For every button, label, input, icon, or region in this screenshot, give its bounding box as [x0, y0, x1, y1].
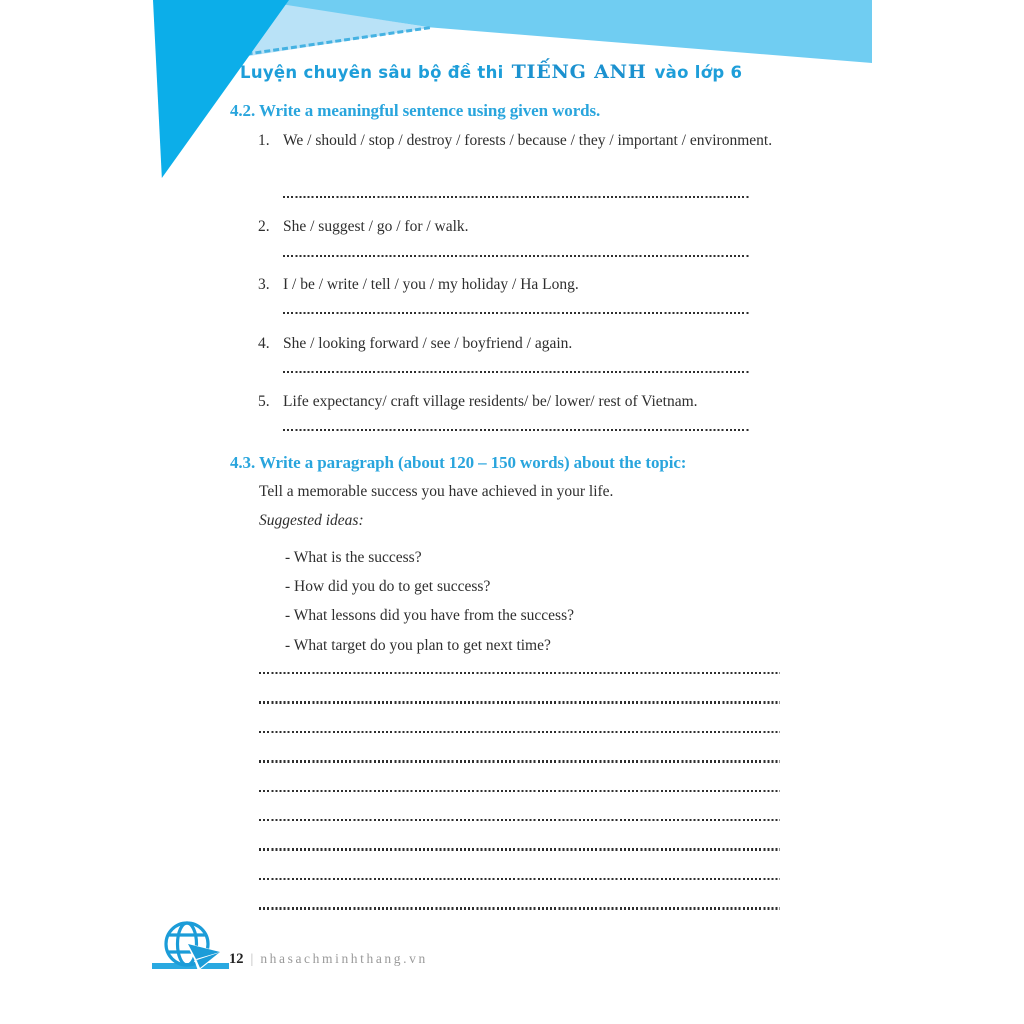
- writing-line: [259, 760, 780, 762]
- writing-line: [259, 848, 780, 850]
- writing-lines: [259, 672, 780, 937]
- footer-separator: |: [250, 952, 254, 967]
- globe-plane-logo-icon: [162, 919, 228, 973]
- question-item: [258, 215, 790, 239]
- title-suffix: vào lớp 6: [654, 63, 743, 82]
- suggested-ideas-list: [285, 543, 574, 660]
- item-text: She / looking forward / see / boyfriend / again.: [283, 335, 573, 352]
- question-item: [258, 332, 790, 356]
- idea-line: - How did you do to get success?: [285, 578, 491, 596]
- question-item: [258, 390, 790, 414]
- idea-line: - What is the success?: [285, 549, 422, 566]
- website-url: nhasachminhthang.vn: [260, 951, 428, 966]
- idea-line: - What lessons did you have from the success?: [285, 607, 574, 625]
- answer-line: [283, 429, 750, 431]
- section-4-3-heading: 4.3. Write a paragraph (about 120 – 150 words) about the topic:: [230, 453, 687, 472]
- item-text: She / suggest / go / for / walk.: [283, 218, 469, 235]
- item-text: We / should / stop / destroy / forests / because / they / important / environment.: [283, 132, 773, 149]
- item-number: 3.: [258, 276, 270, 293]
- idea-line: - What target do you plan to get next time?: [285, 636, 551, 654]
- item-number: 1.: [258, 132, 270, 149]
- writing-line: [259, 731, 780, 733]
- writing-line: [259, 878, 780, 880]
- page-title: [240, 61, 742, 83]
- page-number: 12: [229, 951, 244, 967]
- title-prefix: Luyện chuyên sâu bộ đề thi: [240, 63, 504, 82]
- writing-line: [259, 819, 780, 821]
- suggested-ideas-label: Suggested ideas:: [259, 512, 364, 529]
- answer-line: [283, 196, 750, 198]
- paragraph-topic: Tell a memorable success you have achieved in your life.: [259, 483, 614, 500]
- section-4-2-heading: 4.2. Write a meaningful sentence using given words.: [230, 101, 601, 120]
- writing-line: [259, 701, 780, 703]
- answer-line: [283, 312, 750, 314]
- item-text: I / be / write / tell / you / my holiday / Ha Long.: [283, 276, 579, 293]
- writing-line: [259, 907, 780, 909]
- item-number: 4.: [258, 335, 270, 352]
- writing-line: [259, 790, 780, 792]
- footer-text: [229, 951, 428, 968]
- question-item: [258, 129, 790, 153]
- item-number: 2.: [258, 218, 270, 235]
- writing-line: [259, 672, 780, 674]
- item-number: 5.: [258, 393, 270, 410]
- item-text: Life expectancy/ craft village residents/ be/ lower/ rest of Vietnam.: [283, 393, 698, 410]
- title-brand: TIẾNG ANH: [511, 61, 647, 83]
- answer-line: [283, 255, 750, 257]
- answer-line: [283, 371, 750, 373]
- question-item: [258, 273, 790, 297]
